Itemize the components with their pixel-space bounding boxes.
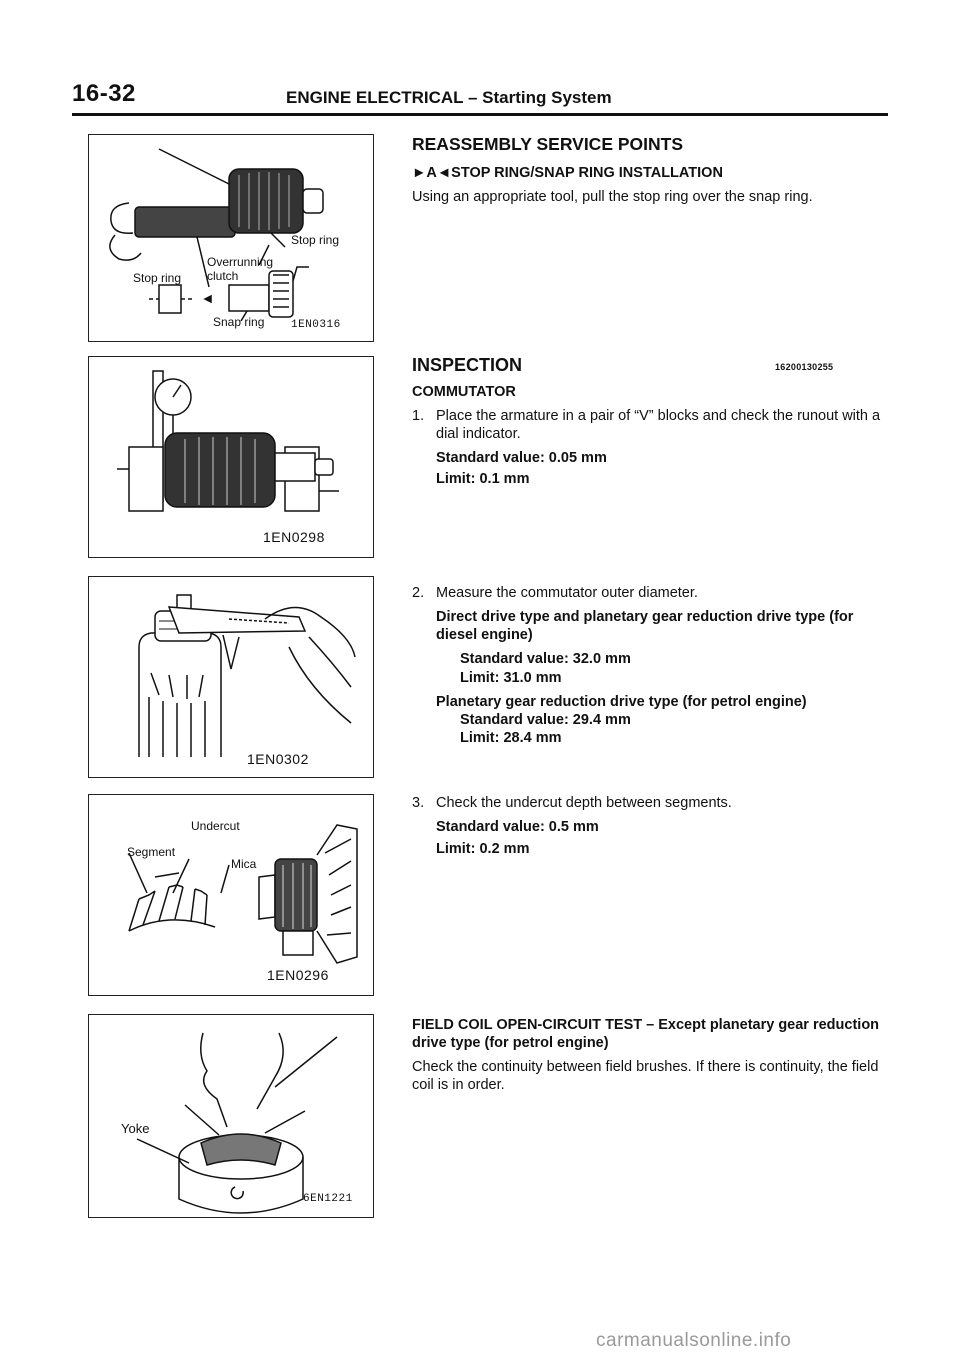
drive-type-diesel: Direct drive type and planetary gear reduction drive type (for diesel engine) — [436, 609, 854, 644]
reassembly-heading: REASSEMBLY SERVICE POINTS — [412, 134, 684, 154]
figure-commutator-diameter — [88, 576, 374, 778]
label-undercut: Undercut — [191, 819, 240, 833]
page-header — [72, 80, 888, 116]
step-2-item — [412, 584, 890, 747]
figure-code: 6EN1221 — [303, 1193, 353, 1205]
figure-code: 1EN0296 — [267, 967, 329, 983]
step-2 — [412, 584, 890, 747]
standard-value: Standard value: 32.0 mm — [460, 651, 631, 668]
standard-value: Standard value: 0.05 mm — [436, 449, 607, 466]
inspection-ref-code: 16200130255 — [775, 362, 834, 372]
step-3-item — [412, 794, 890, 858]
step-text: Measure the commutator outer diameter. — [436, 585, 698, 601]
step-3 — [412, 794, 890, 858]
step-number: 1. — [412, 407, 425, 424]
label-yoke: Yoke — [121, 1121, 150, 1136]
step-text: Place the armature in a pair of “V” blocks and check the runout with a dial indicator. — [436, 407, 881, 442]
limit-value: Limit: 31.0 mm — [460, 669, 562, 686]
reassembly-section — [412, 134, 890, 206]
armature-dial-indicator-illustration — [89, 357, 373, 557]
stop-ring-body: Using an appropriate tool, pull the stop ring over the snap ring. — [412, 189, 813, 205]
figure-stop-ring-installation — [88, 134, 374, 342]
label-stop-ring-left: Stop ring — [133, 271, 182, 285]
drive-type-petrol: Planetary gear reduction drive type (for petrol engine) — [436, 693, 807, 710]
yoke-continuity-illustration — [89, 1015, 373, 1217]
label-mica: Mica — [231, 857, 257, 871]
page-number: 16-32 — [72, 80, 136, 107]
figure-code: 1EN0316 — [291, 319, 341, 331]
label-clutch: clutch — [207, 269, 239, 283]
stop-ring-subheading: ►A◄STOP RING/SNAP RING INSTALLATION — [412, 164, 723, 181]
step-1 — [412, 407, 890, 489]
standard-value: Standard value: 29.4 mm — [460, 711, 631, 728]
caliper-commutator-illustration — [89, 577, 373, 777]
field-coil-body: Check the continuity between field brushes. If there is continuity, the field coil is in order. — [412, 1059, 879, 1094]
field-coil-heading: FIELD COIL OPEN-CIRCUIT TEST – Except planetary gear reduction drive type (for petrol engine) — [412, 1017, 880, 1052]
label-stop-ring-right: Stop ring — [291, 233, 340, 247]
step-number: 2. — [412, 585, 425, 601]
figure-code: 1EN0298 — [263, 529, 325, 545]
inspection-heading: INSPECTION — [412, 355, 523, 375]
limit-value: Limit: 28.4 mm — [460, 729, 562, 746]
watermark-text: carmanualsonline.info — [596, 1330, 792, 1351]
figure-armature-runout — [88, 356, 374, 558]
limit-value: Limit: 0.2 mm — [436, 841, 530, 858]
section-title: ENGINE ELECTRICAL – Starting System — [286, 88, 612, 107]
label-snap-ring: Snap ring — [213, 315, 265, 329]
field-coil-section — [412, 1016, 890, 1095]
limit-value: Limit: 0.1 mm — [436, 471, 530, 487]
step-number: 3. — [412, 795, 425, 811]
figure-field-coil-test — [88, 1014, 374, 1218]
commutator-subheading: COMMUTATOR — [412, 383, 516, 400]
label-segment: Segment — [127, 845, 176, 859]
inspection-section — [412, 354, 890, 488]
figure-code: 1EN0302 — [247, 751, 309, 767]
figure-undercut-depth — [88, 794, 374, 996]
standard-value: Standard value: 0.5 mm — [436, 819, 599, 836]
step-text: Check the undercut depth between segments. — [436, 795, 732, 811]
header-rule — [72, 113, 888, 116]
label-overrunning: Overrunning — [207, 255, 274, 269]
